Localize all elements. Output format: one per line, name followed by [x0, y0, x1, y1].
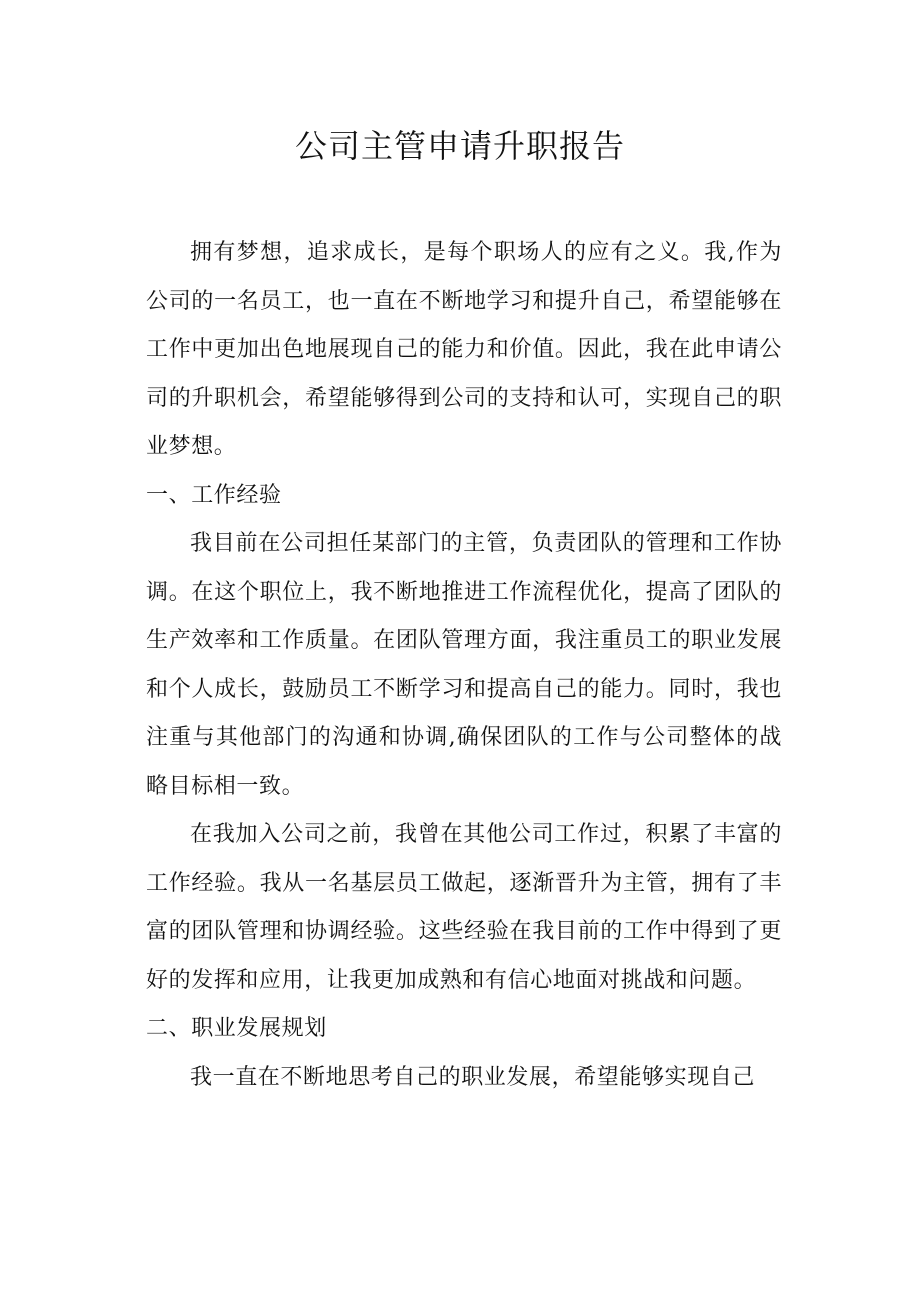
- document-body: [146, 229, 782, 1102]
- document-title: 公司主管申请升职报告: [294, 127, 625, 165]
- paragraph-career-plan: 我一直在不断地思考自己的职业发展，希望能够实现自己: [190, 1064, 756, 1090]
- section-heading-career-plan: 二、职业发展规划: [146, 1016, 327, 1041]
- paragraph-prior-experience: 在我加入公司之前，我曾在其他公司工作过，积累了丰富的工作经验。我从一名基层员工做起，逐渐晋升为主管，拥有了丰富的团队管理和协调经验。这些经验在我目前的工作中得到了更好的发挥和应用，让我更加成熟和有信心地面对挑战和问题。: [146, 822, 782, 993]
- paragraph-current-role: 我目前在公司担任某部门的主管，负责团队的管理和工作协调。在这个职位上，我不断地推进工作流程优化，提高了团队的生产效率和工作质量。在团队管理方面，我注重员工的职业发展和个人成长，鼓励员工不断学习和提高自己的能力。同时，我也注重与其他部门的沟通和协调,确保团队的工作与公司整体的战略目标相一致。: [146, 531, 782, 799]
- paragraph-intro: 拥有梦想，追求成长，是每个职场人的应有之义。我,作为公司的一名员工，也一直在不断地学习和提升自己，希望能够在工作中更加出色地展现自己的能力和价值。因此，我在此申请公司的升职机会，希望能够得到公司的支持和认可，实现自己的职业梦想。: [146, 240, 782, 459]
- section-heading-work-experience: 一、工作经验: [146, 482, 282, 508]
